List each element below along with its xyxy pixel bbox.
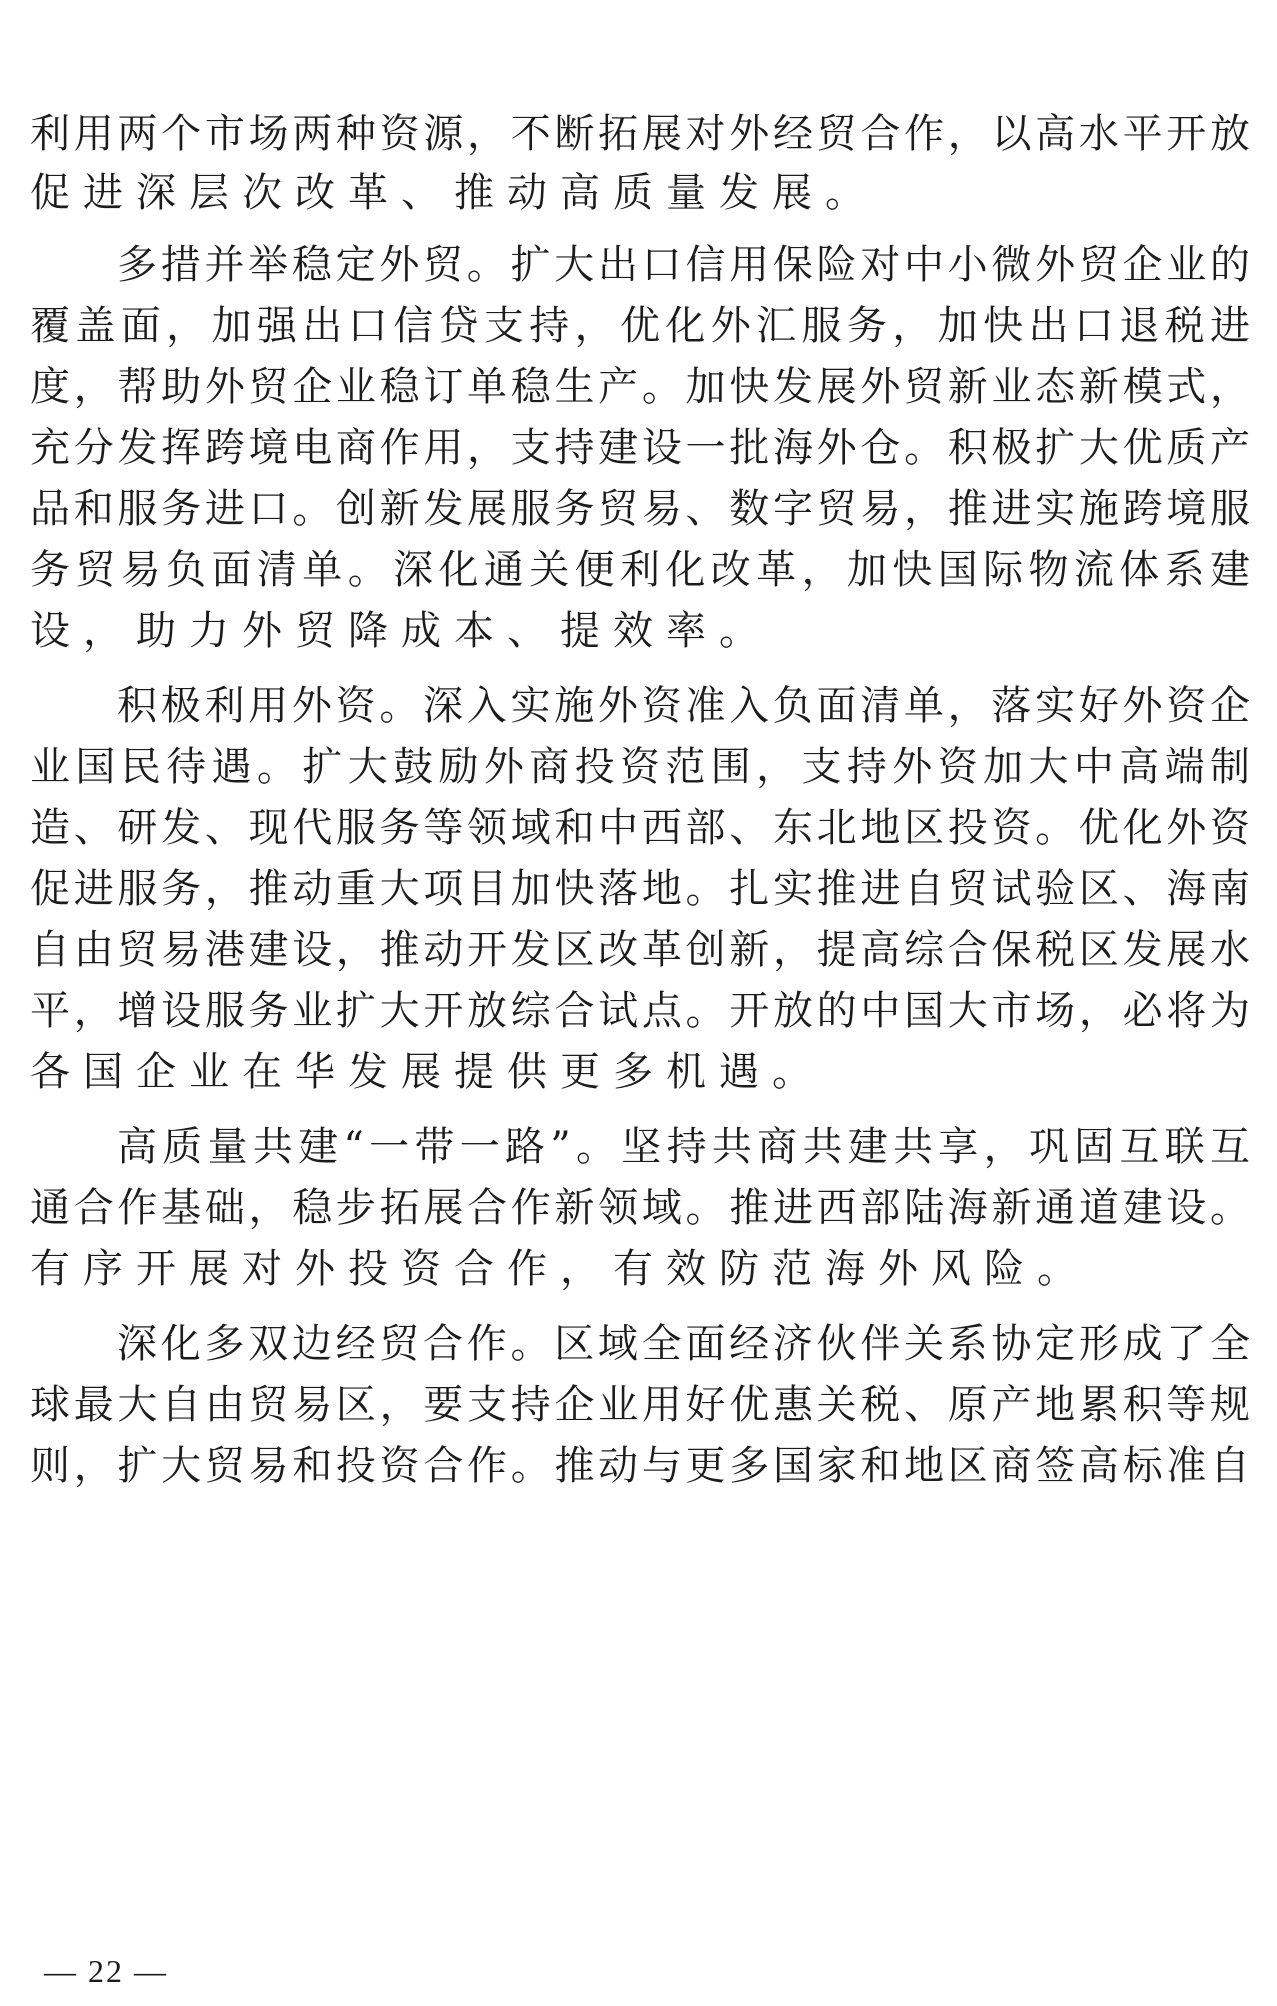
paragraph-heading-line: 高质量共建“一带一路”。坚持共商共建共享，巩固互联互 bbox=[117, 1124, 1250, 1170]
body-text-line: 促进深层次改革、推动高质量发展。 bbox=[30, 170, 878, 216]
body-text-line: 设，助力外贸降成本、提效率。 bbox=[30, 608, 772, 654]
body-text-line: 品和服务进口。创新发展服务贸易、数字贸易，推进实施跨境服 bbox=[30, 486, 1250, 532]
body-text-line: 球最大自由贸易区，要支持企业用好优惠关税、原产地累积等规 bbox=[30, 1382, 1250, 1428]
body-text-line: 有序开展对外投资合作，有效防范海外风险。 bbox=[30, 1246, 1090, 1292]
body-text-line: 覆盖面，加强出口信贷支持，优化外汇服务，加快出口退税进 bbox=[30, 303, 1250, 349]
body-text-line: 务贸易负面清单。深化通关便利化改革，加快国际物流体系建 bbox=[30, 547, 1250, 593]
paragraph-heading-line: 深化多双边经贸合作。区域全面经济伙伴关系协定形成了全 bbox=[117, 1321, 1250, 1367]
body-text-line: 通合作基础，稳步拓展合作新领域。推进西部陆海新通道建设。 bbox=[30, 1185, 1250, 1231]
body-text-line: 促进服务，推动重大项目加快落地。扎实推进自贸试验区、海南 bbox=[30, 866, 1250, 912]
body-text-line: 度，帮助外贸企业稳订单稳生产。加快发展外贸新业态新模式， bbox=[30, 364, 1250, 410]
body-text-line: 各国企业在华发展提供更多机遇。 bbox=[30, 1049, 825, 1095]
body-text-line: 自由贸易港建设，推动开发区改革创新，提高综合保税区发展水 bbox=[30, 927, 1250, 973]
paragraph-heading-line: 多措并举稳定外贸。扩大出口信用保险对中小微外贸企业的 bbox=[117, 242, 1250, 288]
body-text-line: 业国民待遇。扩大鼓励外商投资范围，支持外资加大中高端制 bbox=[30, 744, 1250, 790]
body-text-line: 利用两个市场两种资源，不断拓展对外经贸合作，以高水平开放 bbox=[30, 111, 1250, 157]
paragraph-heading-line: 积极利用外资。深入实施外资准入负面清单，落实好外资企 bbox=[117, 683, 1250, 729]
body-text-line: 平，增设服务业扩大开放综合试点。开放的中国大市场，必将为 bbox=[30, 988, 1250, 1034]
page-number: — 22 — bbox=[44, 1953, 168, 1989]
body-text-line: 充分发挥跨境电商作用，支持建设一批海外仓。积极扩大优质产 bbox=[30, 425, 1250, 471]
body-text-line: 则，扩大贸易和投资合作。推动与更多国家和地区商签高标准自 bbox=[30, 1443, 1250, 1489]
body-text-line: 造、研发、现代服务等领域和中西部、东北地区投资。优化外资 bbox=[30, 805, 1250, 851]
